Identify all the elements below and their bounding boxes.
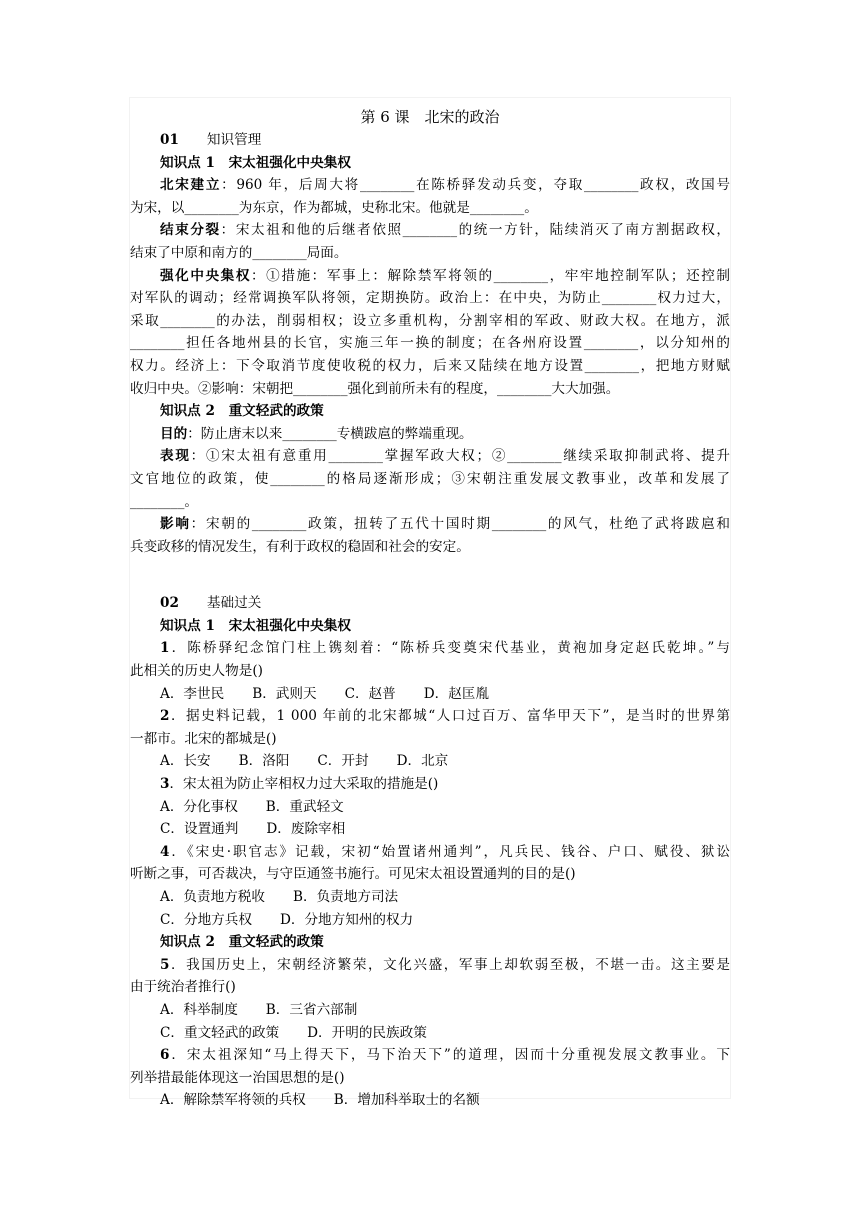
- question-2: 2．据史料记载，1 000 年前的北宋都城“人口过百万、富华甲天下”，是当时的世界第: [160, 708, 730, 725]
- option-d[interactable]: D．赵匡胤: [423, 685, 490, 702]
- paragraph-line: ________担任各地州县的长官，实施三年一换的制度；在各州府设置________，以分知州的: [130, 335, 730, 352]
- paragraph-line: 兵变政移的情况发生，有利于政权的稳固和社会的安定。: [130, 538, 470, 555]
- option-a[interactable]: A．李世民: [160, 685, 225, 702]
- option-b[interactable]: B．重武轻文: [265, 798, 344, 815]
- page-title: 第 6 课 北宋的政治: [360, 108, 500, 126]
- option-a[interactable]: A．负责地方税收: [160, 889, 265, 905]
- paragraph-line: 结束分裂：宋太祖和他的后继者依照________的统一方针，陆续消灭了南方割据政权，: [160, 222, 731, 239]
- option-d[interactable]: D．分地方知州的权力: [279, 911, 414, 928]
- section-heading-knowledge: [130, 129, 730, 152]
- option-c[interactable]: C．分地方兵权: [160, 911, 252, 928]
- option-d[interactable]: D．废除宰相: [266, 821, 346, 838]
- question-line: 由于统治者推行(): [130, 979, 236, 996]
- knowledge-point-heading: 知识点 2 重文轻武的政策: [160, 934, 324, 951]
- option-b[interactable]: B．负责地方司法: [292, 889, 399, 905]
- paragraph-line: 结束了中原和南方的________局面。: [130, 244, 348, 261]
- question-options: [130, 818, 730, 841]
- para-label: 北宋建立: [160, 177, 222, 194]
- para-label: 强化中央集权: [160, 267, 251, 284]
- question-6: 6．宋太祖深知“马上得天下，马下治天下”的道理，因而十分重视发展文教事业。下: [160, 1047, 730, 1064]
- option-c[interactable]: C．开封: [317, 753, 369, 770]
- option-d[interactable]: D．开明的民族政策: [307, 1024, 427, 1041]
- option-d[interactable]: D．北京: [396, 753, 449, 770]
- section-number: 01: [160, 132, 179, 148]
- para-label: 目的: [160, 425, 188, 442]
- paragraph-line: 采取________的办法，削弱相权；设立多重机构，分割宰相的军政、财政大权。在地方，派: [130, 312, 730, 329]
- question-options: [130, 886, 730, 909]
- option-b[interactable]: B．武则天: [252, 685, 317, 702]
- question-options: [130, 796, 730, 819]
- para-label: 影响: [160, 516, 191, 533]
- option-c[interactable]: C．赵普: [344, 685, 396, 702]
- paragraph-line: 权力。经济上：下令取消节度使收税的权力，后来又陆续在地方设置________，把地方财赋: [130, 357, 730, 374]
- document-content: [130, 106, 730, 1112]
- section-spacer: [130, 558, 730, 592]
- para-label: 表现: [160, 448, 191, 465]
- knowledge-point-heading: 知识点 1 宋太祖强化中央集权: [160, 617, 351, 634]
- document-page: [130, 98, 731, 1109]
- question-options: [130, 1089, 730, 1112]
- question-3: 3．宋太祖为防止宰相权力过大采取的措施是(): [160, 776, 439, 793]
- question-options: [130, 1022, 730, 1045]
- paragraph-line: 为宋，以________为东京，作为都城，史称北宋。他就是________。: [130, 199, 538, 216]
- question-5: 5．我国历史上，宋朝经济繁荣，文化兴盛，军事上却软弱至极，不堪一击。这主要是: [160, 956, 730, 973]
- option-c[interactable]: C．设置通判: [160, 821, 239, 838]
- option-a[interactable]: A．分化事权: [160, 798, 238, 815]
- section-name: 知识管理: [206, 132, 262, 148]
- question-line: 列举措最能体现这一治国思想的是(): [130, 1069, 345, 1086]
- question-options: [130, 909, 730, 932]
- question-line: 听断之事，可否裁决，与守臣通签书施行。可见宋太祖设置通判的目的是(): [130, 866, 576, 883]
- option-c[interactable]: C．重文轻武的政策: [160, 1024, 280, 1041]
- question-line: 此相关的历史人物是(): [130, 663, 263, 680]
- section-name: 基础过关: [206, 595, 262, 612]
- paragraph-line: 目的：防止唐末以来________专横跋扈的弊端重现。: [160, 425, 473, 442]
- paragraph-line: 表现：①宋太祖有意重用________掌握军政大权；②________继续采取抑制武将、提升: [160, 448, 731, 465]
- paragraph-line: 影响：宋朝的________政策，扭转了五代十国时期________的风气，杜绝了武将跋扈和: [160, 516, 731, 533]
- question-4: 4．《宋史·职官志》记载，宋初“始置诸州通判”，凡兵民、钱谷、户口、赋役、狱讼: [160, 843, 730, 860]
- question-options: [130, 750, 730, 773]
- para-label: 结束分裂: [160, 222, 221, 239]
- option-a[interactable]: A．长安: [160, 753, 211, 770]
- option-a[interactable]: A．科举制度: [160, 1001, 238, 1018]
- knowledge-point-heading: 知识点 1 宋太祖强化中央集权: [160, 154, 351, 171]
- knowledge-point-heading: 知识点 2 重文轻武的政策: [160, 403, 324, 420]
- question-options: [130, 683, 730, 706]
- section-number: 02: [160, 595, 179, 612]
- option-b[interactable]: B．三省六部制: [265, 1001, 358, 1018]
- paragraph-line: 强化中央集权：①措施：军事上：解除禁军将领的________，牢牢地控制军队；还控制: [160, 267, 731, 284]
- option-b[interactable]: B．洛阳: [238, 753, 290, 770]
- paragraph-line: 北宋建立：960 年，后周大将________在陈桥驿发动兵变，夺取________政权，改国号: [160, 177, 731, 194]
- paragraph-line: 对军队的调动；经常调换军队将领，定期换防。政治上：在中央，为防止________权力过大，: [130, 290, 730, 307]
- paragraph-line: ________。: [130, 493, 198, 510]
- question-line: 一都市。北宋的都城是(): [130, 730, 277, 747]
- option-b[interactable]: B．增加科举取士的名额: [333, 1092, 480, 1109]
- option-a[interactable]: A．解除禁军将领的兵权: [160, 1092, 306, 1109]
- question-1: 1．陈桥驿纪念馆门柱上镌刻着：“陈桥兵变奠宋代基业，黄袍加身定赵氏乾坤。”与: [160, 640, 730, 657]
- section-heading-basics: [130, 592, 730, 615]
- paragraph-line: 文官地位的政策，使________的格局逐渐形成；③宋朝注重发展文教事业，改革和发展了: [130, 470, 730, 487]
- question-options: [130, 999, 730, 1022]
- paragraph-line: 收归中央。②影响：宋朝把________强化到前所未有的程度，________大大加强。: [130, 380, 620, 397]
